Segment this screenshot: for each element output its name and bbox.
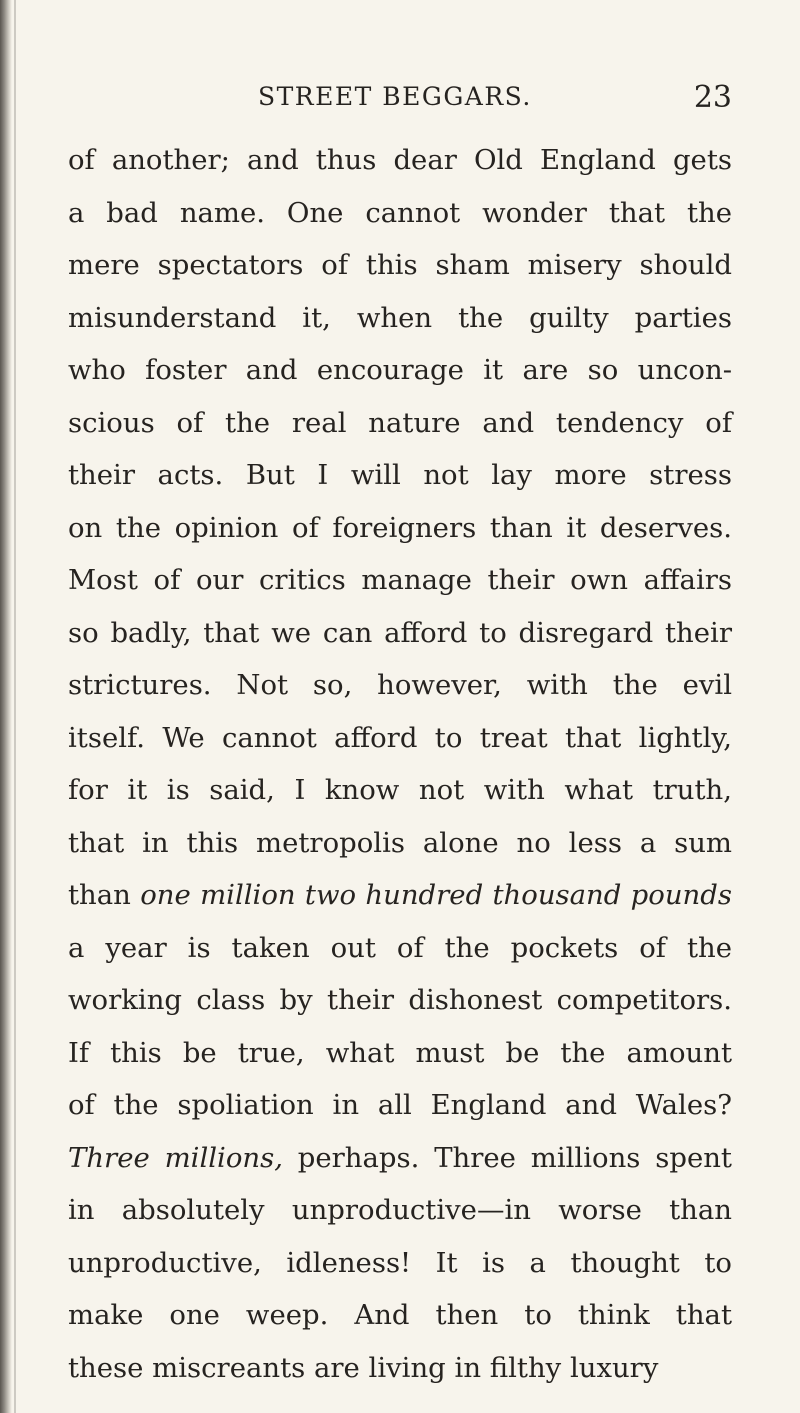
page-binding-line bbox=[14, 0, 16, 1413]
text-line-24: these miscreants are living in filthy luxury bbox=[68, 1351, 659, 1384]
text-line-12: itself. We cannot afford to treat that lightly, bbox=[68, 721, 732, 754]
text-line-14: that in this metropolis alone no less a sum bbox=[68, 826, 732, 859]
page-number: 23 bbox=[693, 80, 732, 115]
text-line-6: scious of the real nature and tendency of bbox=[68, 406, 732, 439]
text-line-20-rest: perhaps. Three millions spent bbox=[282, 1141, 732, 1174]
text-line-10: so badly, that we can afford to disregard their bbox=[68, 616, 732, 649]
italic-sum: one million two hundred thousand pounds bbox=[140, 879, 732, 911]
text-line-1: of another; and thus dear Old England gets bbox=[68, 144, 732, 176]
text-line-19: of the spoliation in all England and Wales? bbox=[68, 1089, 732, 1121]
text-line-20 bbox=[68, 1132, 732, 1185]
text-line-9: Most of our critics manage their own affairs bbox=[68, 564, 732, 596]
text-line-23: make one weep. And then to think that bbox=[68, 1299, 732, 1331]
text-line-2: a bad name. One cannot wonder that the bbox=[68, 196, 732, 229]
text-line-17: working class by their dishonest competitors. bbox=[68, 984, 732, 1016]
text-line-15 bbox=[68, 869, 732, 922]
text-line-16: a year is taken out of the pockets of the bbox=[68, 931, 732, 964]
body-text bbox=[68, 134, 732, 1394]
text-line-18: If this be true, what must be the amount bbox=[68, 1036, 732, 1069]
text-line-4: misunderstand it, when the guilty parties bbox=[68, 301, 732, 334]
text-line-3: mere spectators of this sham misery should bbox=[68, 249, 732, 281]
text-line-8: on the opinion of foreigners than it deserves. bbox=[68, 511, 732, 544]
running-head: STREET BEGGARS. bbox=[258, 82, 532, 111]
text-line-15-prefix: than bbox=[68, 879, 141, 911]
text-line-13: for it is said, I know not with what truth, bbox=[68, 774, 732, 806]
text-line-11: strictures. Not so, however, with the evil bbox=[68, 669, 732, 701]
italic-three-millions: Three millions, bbox=[68, 1141, 283, 1174]
text-line-22: unproductive, idleness! It is a thought to bbox=[68, 1246, 732, 1279]
text-line-7: their acts. But I will not lay more stress bbox=[68, 459, 732, 491]
page-header bbox=[60, 82, 732, 122]
text-line-21: in absolutely unproductive—in worse than bbox=[68, 1194, 732, 1226]
page-binding-shadow bbox=[0, 0, 12, 1413]
text-line-5: who foster and encourage it are so uncon- bbox=[68, 354, 732, 386]
